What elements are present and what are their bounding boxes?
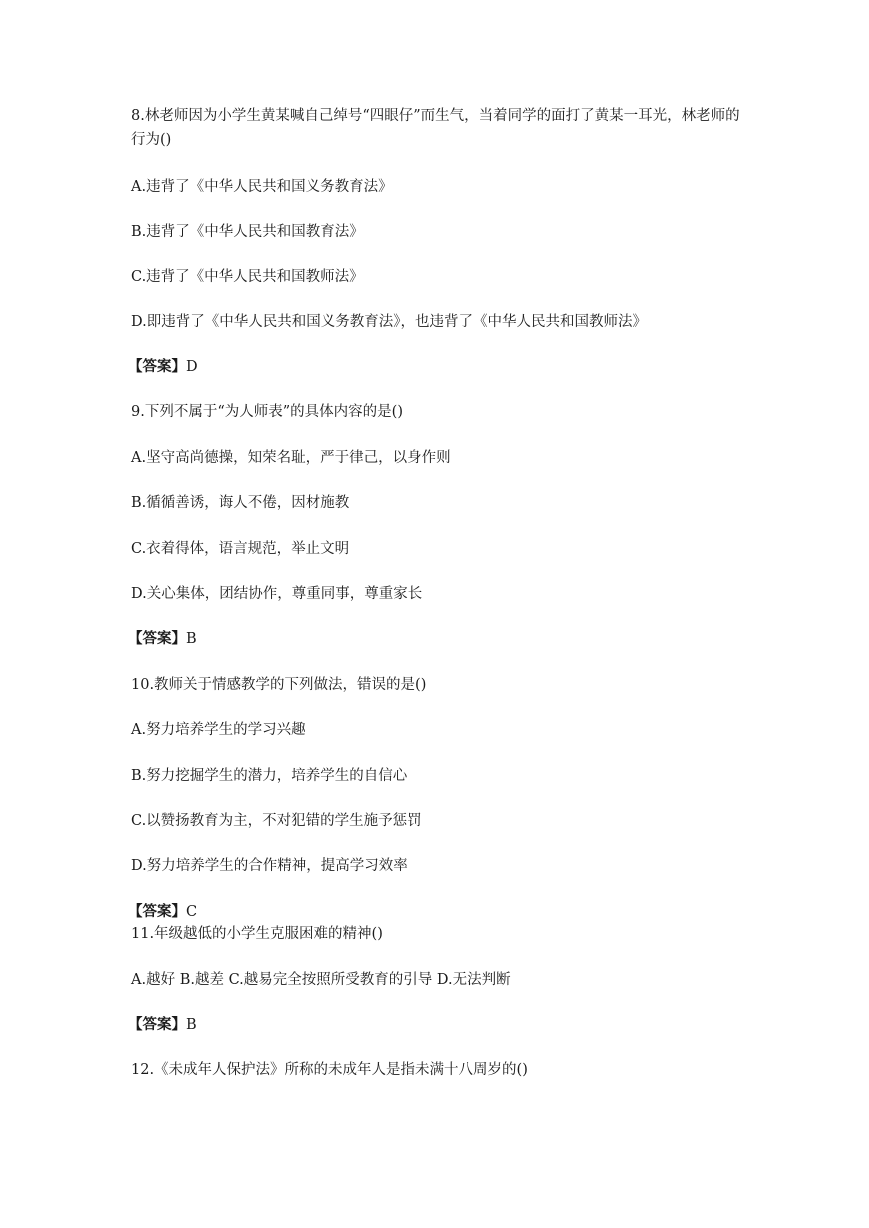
question-9-option-b: B.循循善诱，诲人不倦，因材施教: [131, 495, 350, 511]
answer-label: 【答案】: [128, 358, 186, 375]
question-10-option-d: D.努力培养学生的合作精神，提高学习效率: [131, 858, 408, 874]
question-9-stem: 9.下列不属于“为人师表”的具体内容的是(): [131, 404, 403, 420]
answer-value: D: [186, 359, 198, 375]
question-9-option-c: C.衣着得体，语言规范，举止文明: [131, 541, 350, 557]
question-11-answer: [128, 1013, 748, 1037]
question-10-option-c: C.以赞扬教育为主，不对犯错的学生施予惩罚: [131, 813, 422, 829]
question-10-answer: [128, 900, 748, 924]
question-9-answer: [128, 627, 748, 651]
question-8-option-a: A.违背了《中华人民共和国义务教育法》: [131, 179, 393, 195]
question-8-option-d: D.即违背了《中华人民共和国义务教育法》，也违背了《中华人民共和国教师法》: [131, 314, 647, 330]
answer-value: C: [186, 904, 198, 920]
question-11-stem: 11.年级越低的小学生克服困难的精神(): [131, 926, 383, 942]
question-12-stem: 12.《未成年人保护法》所称的未成年人是指未满十八周岁的(): [131, 1062, 528, 1078]
question-8-option-b: B.违背了《中华人民共和国教育法》: [131, 224, 364, 240]
question-10-option-a: A.努力培养学生的学习兴趣: [131, 722, 306, 738]
question-8-stem: 8.林老师因为小学生黄某喊自己绰号“四眼仔”而生气，当着同学的面打了黄某一耳光，林老师的行为(): [131, 108, 740, 148]
question-9-option-a: A.坚守高尚德操，知荣名耻，严于律己，以身作则: [131, 450, 451, 466]
question-9-option-d: D.关心集体，团结协作，尊重同事，尊重家长: [131, 586, 423, 602]
question-10-stem: 10.教师关于情感教学的下列做法，错误的是(): [131, 677, 427, 693]
answer-value: B: [186, 1017, 197, 1033]
answer-label: 【答案】: [128, 630, 186, 647]
question-10-option-b: B.努力挖掘学生的潜力，培养学生的自信心: [131, 768, 408, 784]
question-8-answer: [128, 355, 748, 379]
question-8-option-c: C.违背了《中华人民共和国教师法》: [131, 269, 364, 285]
answer-label: 【答案】: [128, 1016, 186, 1033]
answer-value: B: [186, 631, 197, 647]
answer-label: 【答案】: [128, 903, 186, 920]
question-11-options: A.越好 B.越差 C.越易完全按照所受教育的引导 D.无法判断: [131, 972, 511, 988]
